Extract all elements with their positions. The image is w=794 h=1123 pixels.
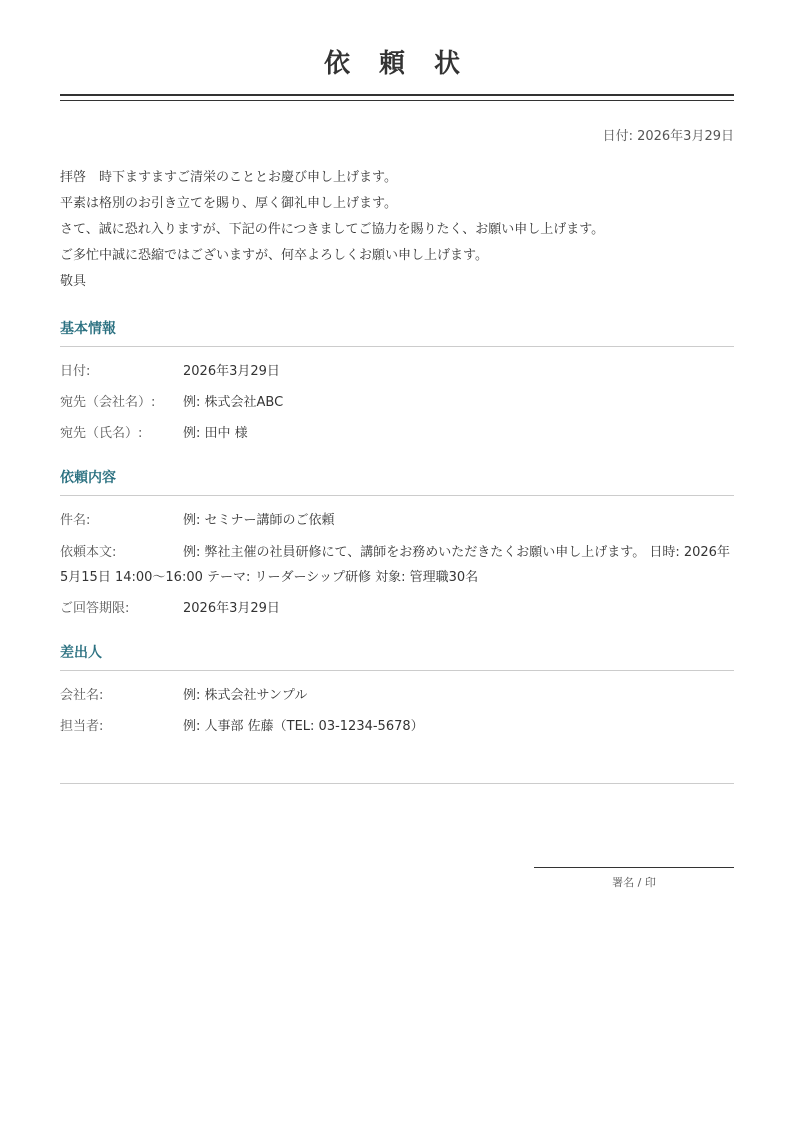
section-title: 差出人 (60, 643, 734, 671)
field-label: ご回答期限: (60, 601, 130, 616)
field-value: 例: 株式会社ABC (183, 395, 284, 410)
section-title: 基本情報 (60, 319, 734, 347)
field-label: 担当者: (60, 719, 104, 734)
greeting-line: 平素は格別のお引き立てを賜り、厚く御礼申し上げます。 (60, 196, 397, 211)
title-double-rule (60, 94, 734, 101)
field-row (60, 357, 734, 388)
field-row (60, 537, 734, 594)
signature-label: 署名 / 印 (612, 876, 656, 889)
field-value: 例: 株式会社サンプル (183, 688, 308, 703)
field-label: 宛先（氏名）: (60, 426, 143, 441)
section-title: 依頼内容 (60, 468, 734, 496)
field-value: 2026年3月29日 (183, 364, 280, 379)
field-row (60, 506, 734, 537)
field-row (60, 419, 734, 450)
field-value: 例: 人事部 佐藤（TEL: 03-1234-5678） (183, 719, 424, 734)
field-label: 日付: (60, 364, 91, 379)
section-sender (60, 643, 734, 743)
field-value: 例: セミナー講師のご依頼 (183, 513, 335, 528)
field-row (60, 712, 734, 743)
greeting-closing: 敬具 (60, 274, 87, 289)
greeting-line: ご多忙中誠に恐縮ではございますが、何卒よろしくお願い申し上げます。 (60, 248, 488, 263)
field-value: 2026年3月29日 (183, 601, 280, 616)
greeting-line: 拝啓 時下ますますご清栄のこととお慶び申し上げます。 (60, 170, 397, 185)
field-row (60, 681, 734, 712)
signature-line (534, 867, 734, 890)
greeting-line: さて、誠に恐れ入りますが、下記の件につきましてご協力を賜りたく、お願い申し上げます。 (60, 222, 605, 237)
field-row (60, 388, 734, 419)
document-date: 日付: 2026年3月29日 (602, 129, 734, 144)
section-request-content (60, 468, 734, 625)
footer-divider (60, 783, 734, 784)
greeting-block (60, 165, 734, 295)
field-value: 例: 弊社主催の社員研修にて、講師をお務めいただきたくお願い申し上げます。 日時: 2026年5月15日 14:00〜16:00 テーマ: リーダーシップ研修 対象: 管理職30名 (60, 545, 730, 585)
field-label: 会社名: (60, 688, 104, 703)
document-page (60, 0, 734, 784)
field-label: 依頼本文: (60, 545, 117, 560)
document-title: 依 頼 状 (323, 49, 471, 79)
field-label: 宛先（会社名）: (60, 395, 156, 410)
section-basic-info (60, 319, 734, 450)
field-label: 件名: (60, 513, 91, 528)
field-row (60, 594, 734, 625)
field-value: 例: 田中 様 (183, 426, 248, 441)
